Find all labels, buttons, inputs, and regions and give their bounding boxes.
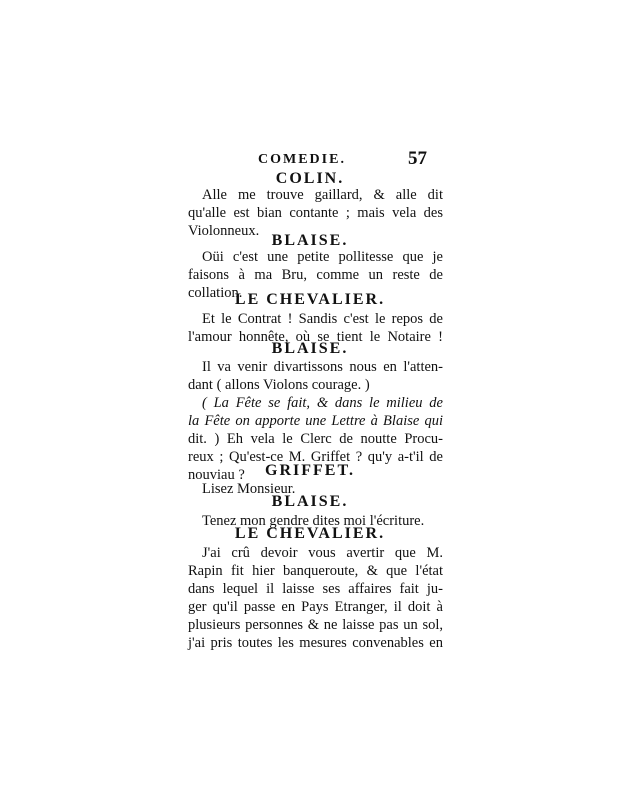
text-line: Tenez mon gendre dites moi l'écriture. [202,513,425,529]
text-line: reux ; Qu'est-ce M. Griffet ? qu'y a-t'il de [188,449,443,465]
text-line: dit. ) Eh vela le Clerc de noutte Procu- [188,431,443,447]
text-line: dans lequel il laisse ses affaires fait ju- [188,581,443,597]
text-line: dant ( allons Violons courage. ) [188,377,370,393]
text-line: plusieurs personnes & ne laisse pas un sol, [188,617,443,633]
speaker-heading: LE CHEVALIER. [234,525,386,542]
text-line: Oüi c'est une petite pollitesse que je [202,249,443,265]
text-line: qu'alle est bian contante ; mais vela des [188,205,443,221]
text-line: j'ai pris toutes les mesures convenables en [188,635,443,651]
speaker-heading: BLAISE. [271,232,349,249]
stage-direction-line: ( La Fête se fait, & dans le milieu de [202,395,443,411]
speaker-heading: BLAISE. [271,493,349,510]
text-line: l'amour honnête, où se tient le Notaire ! [188,329,443,345]
text-line: Il va venir divartissons nous en l'atten- [202,359,443,375]
text-line: Violonneux. [188,223,260,239]
speaker-heading: GRIFFET. [265,462,355,479]
page-number: 57 [408,148,427,169]
text-line: Lisez Monsieur. [202,481,296,497]
text-line: faisons à ma Bru, comme un reste de [188,267,443,283]
text-line: nouviau ? [188,467,245,483]
speaker-heading: LE CHEVALIER. [234,291,386,308]
text-line: Rapin fit hier banqueroute, & que l'état [188,563,443,579]
text-line: Alle me trouve gaillard, & alle dit [202,187,443,203]
text-line: collation. [188,285,243,301]
text-line: Et le Contrat ! Sandis c'est le repos de [202,311,443,327]
stage-direction-line: la Fête on apporte une Lettre à Blaise qui [188,413,443,429]
text-line: J'ai crû devoir vous avertir que M. [202,545,443,561]
speaker-heading: COLIN. [275,170,345,187]
speaker-heading: BLAISE. [271,340,349,357]
running-title: COMEDIE. [258,152,346,167]
text-line: ger qu'il passe en Pays Etranger, il doit à [188,599,443,615]
